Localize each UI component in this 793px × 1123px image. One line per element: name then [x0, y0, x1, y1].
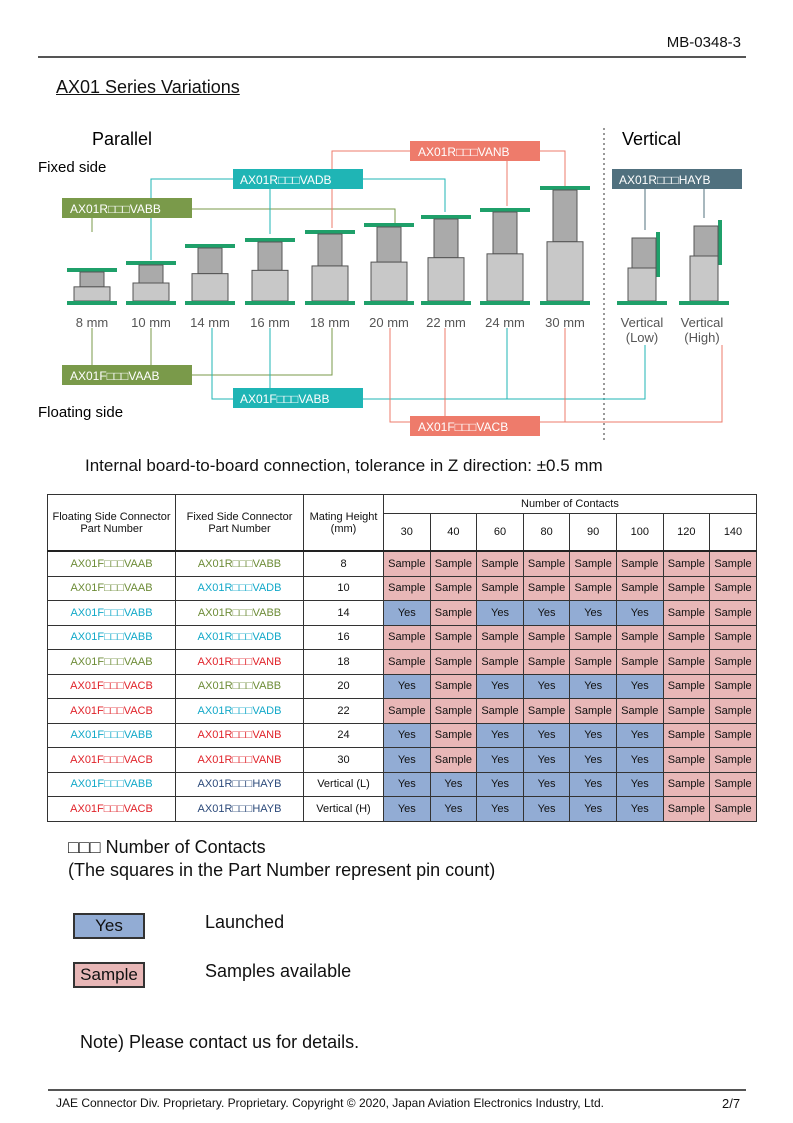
- availability-cell: Yes: [616, 601, 663, 626]
- availability-cell: Yes: [384, 601, 431, 626]
- floating-header: Floating Side Connector Part Number: [48, 495, 176, 552]
- contact-count-header: 60: [477, 514, 524, 552]
- availability-cell: Sample: [384, 699, 431, 724]
- floating-connector-body: [312, 266, 348, 301]
- mating-height-cell: 14: [304, 601, 384, 626]
- availability-cell: Yes: [616, 772, 663, 797]
- floating-part-cell: AX01F□□□VABB: [48, 601, 176, 626]
- sample-legend-label: Samples available: [205, 961, 352, 981]
- floating-part-cell: AX01F□□□VABB: [48, 625, 176, 650]
- fixed-board: [126, 261, 176, 265]
- fixed-board: [305, 230, 355, 234]
- fixed-part-cell: AX01R□□□VANB: [176, 650, 304, 675]
- availability-cell: Sample: [710, 797, 757, 822]
- fixed-board: [67, 268, 117, 272]
- availability-cell: Sample: [710, 601, 757, 626]
- availability-cell: Sample: [710, 699, 757, 724]
- availability-cell: Sample: [616, 699, 663, 724]
- fixed-board: [185, 244, 235, 248]
- table-row: [48, 576, 757, 601]
- fixed-part-cell: AX01R□□□VABB: [176, 551, 304, 576]
- availability-cell: Yes: [523, 723, 570, 748]
- mating-height-cell: 22: [304, 699, 384, 724]
- availability-cell: Yes: [477, 674, 524, 699]
- availability-cell: Sample: [710, 748, 757, 773]
- fixed-part-cell: AX01R□□□VADB: [176, 625, 304, 650]
- squares-note: (The squares in the Part Number represent pin count): [68, 860, 496, 880]
- fixed-connector-body: [198, 248, 222, 274]
- availability-cell: Yes: [523, 748, 570, 773]
- fixed-connector-body: [139, 265, 163, 283]
- floating-part-cell: AX01F□□□VAAB: [48, 650, 176, 675]
- availability-cell: Yes: [523, 772, 570, 797]
- availability-cell: Yes: [523, 601, 570, 626]
- fixed-vadb-label: AX01R□□□VADB: [240, 173, 332, 187]
- availability-cell: Yes: [384, 723, 431, 748]
- availability-cell: Yes: [384, 797, 431, 822]
- availability-cell: Sample: [616, 625, 663, 650]
- availability-cell: Sample: [663, 748, 710, 773]
- availability-cell: Sample: [384, 576, 431, 601]
- contact-count-header: 140: [710, 514, 757, 552]
- vertical-floating-body: [628, 268, 656, 301]
- table-row: [48, 650, 757, 675]
- availability-cell: Sample: [477, 576, 524, 601]
- availability-cell: Yes: [570, 748, 617, 773]
- availability-cell: Sample: [477, 650, 524, 675]
- fixed-connector-body: [318, 234, 342, 266]
- availability-cell: Sample: [663, 772, 710, 797]
- section-title: AX01 Series Variations: [56, 77, 240, 97]
- table-subtitle: Internal board-to-board connection, tolerance in Z direction: ±0.5 mm: [85, 456, 603, 475]
- floating-board: [126, 301, 176, 305]
- availability-cell: Sample: [570, 650, 617, 675]
- floating-board: [421, 301, 471, 305]
- footer-copyright: JAE Connector Div. Proprietary. Proprietary. Copyright © 2020, Japan Aviation Electronics Industry, Ltd.: [56, 1096, 604, 1110]
- contact-count-header: 30: [384, 514, 431, 552]
- availability-cell: Yes: [616, 797, 663, 822]
- availability-cell: Sample: [663, 551, 710, 576]
- availability-cell: Yes: [477, 797, 524, 822]
- floating-connector-body: [371, 262, 407, 301]
- contact-count-header: 80: [523, 514, 570, 552]
- fixed-part-cell: AX01R□□□VABB: [176, 674, 304, 699]
- availability-cell: Yes: [384, 748, 431, 773]
- fixed-vabb-label: AX01R□□□VABB: [70, 202, 161, 216]
- floating-board: [185, 301, 235, 305]
- vertical-high-label-2: (High): [684, 330, 720, 345]
- vertical-low-label-1: Vertical: [620, 315, 664, 330]
- vertical-connector-body: [632, 238, 656, 268]
- fixed-connector-body: [493, 212, 517, 254]
- vertical-floating-board: [679, 301, 729, 305]
- availability-cell: Sample: [477, 699, 524, 724]
- availability-cell: Sample: [430, 601, 477, 626]
- floating-part-cell: AX01F□□□VACB: [48, 748, 176, 773]
- table-row: [48, 601, 757, 626]
- availability-cell: Yes: [570, 601, 617, 626]
- footer-rule: [48, 1089, 746, 1091]
- mating-height-cell: 16: [304, 625, 384, 650]
- floating-connector-body: [547, 242, 583, 301]
- availability-cell: Sample: [523, 625, 570, 650]
- availability-cell: Sample: [570, 625, 617, 650]
- availability-cell: Yes: [570, 674, 617, 699]
- floating-part-cell: AX01F□□□VAAB: [48, 576, 176, 601]
- vertical-low-label-2: (Low): [625, 330, 659, 345]
- height-label-30: 30 mm: [545, 315, 585, 330]
- availability-cell: Yes: [477, 723, 524, 748]
- availability-cell: Yes: [430, 772, 477, 797]
- height-label-18: 18 mm: [310, 315, 350, 330]
- mating-height-cell: 8: [304, 551, 384, 576]
- availability-cell: Sample: [523, 699, 570, 724]
- table-row: [48, 772, 757, 797]
- availability-cell: Sample: [710, 674, 757, 699]
- fixed-part-cell: AX01R□□□VANB: [176, 723, 304, 748]
- availability-cell: Sample: [477, 551, 524, 576]
- availability-cell: Sample: [710, 650, 757, 675]
- floating-connector-body: [428, 258, 464, 301]
- floating-side-label: Floating side: [38, 404, 124, 421]
- availability-cell: Sample: [710, 551, 757, 576]
- vertical-fixed-board: [656, 232, 660, 277]
- height-label-8: 8 mm: [75, 315, 109, 330]
- availability-cell: Sample: [616, 576, 663, 601]
- availability-cell: Yes: [384, 674, 431, 699]
- availability-cell: Sample: [384, 625, 431, 650]
- availability-cell: Sample: [430, 674, 477, 699]
- table-row: [48, 551, 757, 576]
- availability-cell: Sample: [523, 576, 570, 601]
- floating-part-cell: AX01F□□□VABB: [48, 723, 176, 748]
- contacts-header: Number of Contacts: [384, 495, 757, 514]
- floating-vacb-lines: [390, 328, 722, 422]
- floating-board: [480, 301, 530, 305]
- mating-height-cell: 10: [304, 576, 384, 601]
- compatibility-table: [47, 494, 757, 822]
- availability-cell: Sample: [570, 576, 617, 601]
- fixed-part-cell: AX01R□□□HAYB: [176, 797, 304, 822]
- floating-connector-body: [192, 274, 228, 301]
- vertical-connector-body: [694, 226, 718, 256]
- availability-cell: Sample: [663, 699, 710, 724]
- height-label-16: 16 mm: [250, 315, 290, 330]
- fixed-hayb-label: AX01R□□□HAYB: [619, 173, 711, 187]
- availability-cell: Sample: [663, 674, 710, 699]
- fixed-connector-body: [434, 219, 458, 258]
- connector-diagram: [0, 120, 793, 450]
- availability-cell: Yes: [384, 772, 431, 797]
- availability-cell: Sample: [663, 625, 710, 650]
- fixed-connector-body: [553, 190, 577, 242]
- floating-connector-body: [252, 270, 288, 301]
- height-header: Mating Height (mm): [304, 495, 384, 552]
- squares-legend: □□□ Number of Contacts: [68, 837, 266, 857]
- fixed-board: [540, 186, 590, 190]
- availability-cell: Sample: [384, 650, 431, 675]
- contact-count-header: 100: [616, 514, 663, 552]
- availability-cell: Yes: [523, 674, 570, 699]
- floating-board: [305, 301, 355, 305]
- height-label-22: 22 mm: [426, 315, 466, 330]
- fixed-vanb-label: AX01R□□□VANB: [418, 145, 510, 159]
- availability-cell: Sample: [570, 551, 617, 576]
- table-row: [48, 748, 757, 773]
- floating-vacb-label: AX01F□□□VACB: [418, 420, 509, 434]
- floating-vabb-label: AX01F□□□VABB: [240, 392, 330, 406]
- contact-count-header: 120: [663, 514, 710, 552]
- table-row: [48, 699, 757, 724]
- yes-swatch: Yes: [73, 913, 145, 939]
- fixed-part-cell: AX01R□□□VABB: [176, 601, 304, 626]
- fixed-part-cell: AX01R□□□VADB: [176, 699, 304, 724]
- height-label-10: 10 mm: [131, 315, 171, 330]
- availability-cell: Yes: [570, 772, 617, 797]
- availability-cell: Sample: [616, 551, 663, 576]
- vertical-fixed-board: [718, 220, 722, 265]
- floating-connector-body: [74, 287, 110, 301]
- availability-cell: Sample: [663, 601, 710, 626]
- availability-cell: Sample: [710, 576, 757, 601]
- floating-connector-body: [133, 283, 169, 301]
- header-rule: [38, 56, 746, 58]
- fixed-part-cell: AX01R□□□VADB: [176, 576, 304, 601]
- floating-board: [364, 301, 414, 305]
- floating-board: [540, 301, 590, 305]
- height-label-20: 20 mm: [369, 315, 409, 330]
- floating-part-cell: AX01F□□□VABB: [48, 772, 176, 797]
- availability-cell: Sample: [570, 699, 617, 724]
- document-id: MB-0348-3: [666, 34, 741, 51]
- availability-cell: Sample: [430, 723, 477, 748]
- availability-cell: Yes: [570, 797, 617, 822]
- availability-cell: Sample: [384, 551, 431, 576]
- availability-cell: Sample: [430, 551, 477, 576]
- availability-cell: Sample: [523, 551, 570, 576]
- floating-part-cell: AX01F□□□VACB: [48, 699, 176, 724]
- height-label-24: 24 mm: [485, 315, 525, 330]
- table-row: [48, 625, 757, 650]
- table-body: [48, 551, 757, 821]
- availability-cell: Yes: [616, 723, 663, 748]
- availability-cell: Sample: [616, 650, 663, 675]
- availability-cell: Sample: [430, 576, 477, 601]
- page-number: 2/7: [722, 1096, 741, 1111]
- availability-cell: Sample: [430, 650, 477, 675]
- availability-cell: Yes: [523, 797, 570, 822]
- availability-cell: Sample: [477, 625, 524, 650]
- fixed-part-cell: AX01R□□□HAYB: [176, 772, 304, 797]
- vertical-floating-body: [690, 256, 718, 301]
- vertical-label: Vertical: [622, 129, 682, 149]
- availability-cell: Yes: [430, 797, 477, 822]
- height-label-14: 14 mm: [190, 315, 230, 330]
- availability-cell: Sample: [710, 772, 757, 797]
- table-row: [48, 674, 757, 699]
- availability-cell: Sample: [663, 723, 710, 748]
- availability-cell: Yes: [616, 674, 663, 699]
- fixed-connector-body: [80, 272, 104, 287]
- note-text: Note) Please contact us for details.: [80, 1032, 360, 1052]
- floating-part-cell: AX01F□□□VACB: [48, 674, 176, 699]
- floating-board: [245, 301, 295, 305]
- mating-height-cell: 20: [304, 674, 384, 699]
- floating-board: [67, 301, 117, 305]
- fixed-board: [364, 223, 414, 227]
- availability-cell: Sample: [430, 625, 477, 650]
- availability-cell: Sample: [430, 699, 477, 724]
- fixed-connector-body: [258, 242, 282, 270]
- floating-part-cell: AX01F□□□VAAB: [48, 551, 176, 576]
- availability-cell: Sample: [710, 723, 757, 748]
- fixed-board: [245, 238, 295, 242]
- fixed-board: [421, 215, 471, 219]
- mating-height-cell: 18: [304, 650, 384, 675]
- mating-height-cell: 24: [304, 723, 384, 748]
- contact-count-header: 90: [570, 514, 617, 552]
- fixed-board: [480, 208, 530, 212]
- floating-vaab-label: AX01F□□□VAAB: [70, 369, 160, 383]
- availability-cell: Yes: [477, 748, 524, 773]
- availability-cell: Yes: [477, 772, 524, 797]
- floating-connector-body: [487, 254, 523, 301]
- mating-height-cell: Vertical (H): [304, 797, 384, 822]
- availability-cell: Yes: [616, 748, 663, 773]
- availability-cell: Sample: [663, 576, 710, 601]
- sample-swatch: Sample: [73, 962, 145, 988]
- fixed-side-label: Fixed side: [38, 159, 107, 176]
- mating-height-cell: Vertical (L): [304, 772, 384, 797]
- parallel-label: Parallel: [92, 129, 153, 149]
- fixed-connector-body: [377, 227, 401, 262]
- floating-part-cell: AX01F□□□VACB: [48, 797, 176, 822]
- availability-cell: Sample: [663, 650, 710, 675]
- table-row: [48, 723, 757, 748]
- fixed-part-cell: AX01R□□□VANB: [176, 748, 304, 773]
- fixed-header: Fixed Side Connector Part Number: [176, 495, 304, 552]
- vertical-floating-board: [617, 301, 667, 305]
- availability-cell: Yes: [477, 601, 524, 626]
- availability-cell: Sample: [523, 650, 570, 675]
- availability-cell: Sample: [430, 748, 477, 773]
- yes-legend-label: Launched: [205, 912, 285, 932]
- availability-cell: Sample: [663, 797, 710, 822]
- vertical-high-label-1: Vertical: [680, 315, 724, 330]
- contact-count-header: 40: [430, 514, 477, 552]
- availability-cell: Yes: [570, 723, 617, 748]
- mating-height-cell: 30: [304, 748, 384, 773]
- table-row: [48, 797, 757, 822]
- availability-cell: Sample: [710, 625, 757, 650]
